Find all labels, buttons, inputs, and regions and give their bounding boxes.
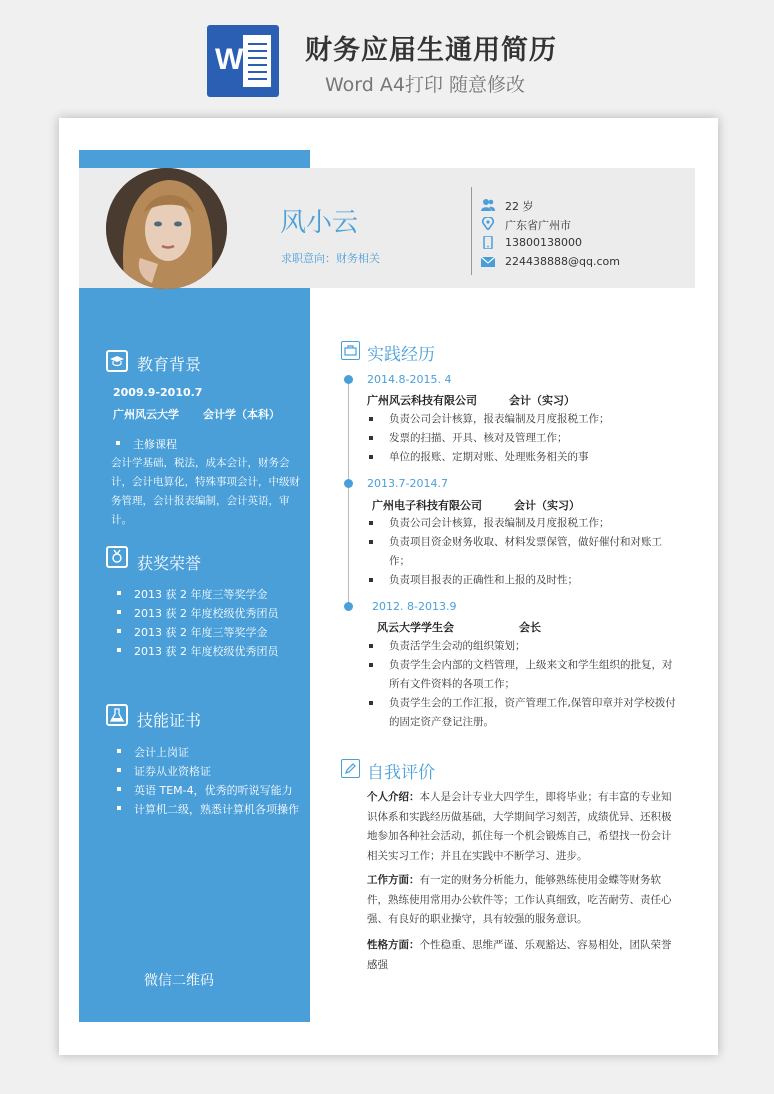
location-pin-icon [481,217,495,230]
job-intent: 求职意向：财务相关 [281,252,380,265]
skill-item: 英语 TEM-4，优秀的听说写能力 [134,784,293,797]
word-page-graphic [243,35,271,87]
phone-icon [481,236,495,249]
skill-item: 会计上岗证 [134,746,189,759]
self-eval-intro [367,788,677,866]
contact-location-text: 广东省广州市 [505,219,571,232]
contact-phone-text: 13800138000 [505,236,582,249]
experience-date: 2014.8-2015. 4 [367,373,452,386]
timeline-dot [344,602,353,611]
graduation-cap-icon [106,350,128,372]
flask-icon [106,704,128,726]
experience-role: 会计（实习） [514,499,580,512]
education-period: 2009.9-2010.7 [113,386,203,399]
skills-title: 技能证书 [137,711,202,730]
resume-page [59,118,718,1055]
experience-date: 2012. 8-2013.9 [372,600,457,613]
contact-phone [505,236,582,249]
document-subtitle: Word A4打印 随意修改 [325,74,526,96]
experience-duty: 负责项目资金财务收取、材料发票保管，做好催付和对账工作； [389,533,679,571]
timeline-dot [344,479,353,488]
experience-duty: 发票的扫描、开具、核对及管理工作； [389,429,679,448]
courses-text: 会计学基础，税法，成本会计，财务会计，会计电算化，特殊事项会计，中级财务管理，会计报表编制，会计英语，审计。 [111,457,300,526]
contact-email [505,255,620,268]
experience-org: 广州风云科技有限公司 [367,394,477,407]
wechat-qr-label: 微信二维码 [144,973,214,989]
self-eval-work [367,871,677,930]
education-title: 教育背景 [137,355,202,374]
contact-location [505,217,571,233]
edit-icon [341,759,360,778]
mail-icon [481,255,495,268]
experience-duty: 负责活学生会动的组织策划； [389,637,679,656]
self-eval-label: 性格方面： [367,939,420,951]
self-eval-title: 自我评价 [367,763,435,783]
experience-duty: 负责学生会的工作汇报，资产管理工作,保管印章并对学校拨付的固定资产登记注册。 [389,694,679,732]
experience-date: 2013.7-2014.7 [367,477,448,490]
self-eval-personality [367,936,677,975]
self-eval-label: 工作方面： [367,874,420,886]
experience-duty: 负责公司会计核算，报表编制及月度报税工作； [389,410,679,429]
education-school: 广州风云大学 [113,408,179,421]
word-logo-icon [207,25,279,97]
experience-role: 会计（实习） [509,394,575,407]
education-major: 会计学（本科） [203,408,280,421]
header-divider [471,187,472,275]
experience-duty: 单位的报账、定期对账、处理账务相关的事 [389,448,679,467]
word-logo-letter: W [215,43,244,76]
experience-org: 风云大学学生会 [377,621,454,634]
awards-title: 获奖荣誉 [137,554,202,573]
medal-icon [106,546,128,568]
award-item: 2013 获 2 年度校级优秀团员 [134,645,279,658]
award-item: 2013 获 2 年度校级优秀团员 [134,607,279,620]
experience-timeline [348,377,349,603]
self-eval-label: 个人介绍： [367,791,420,803]
contact-age-text: 22 岁 [505,200,534,213]
document-title: 财务应届生通用简历 [305,35,557,66]
candidate-name: 风小云 [280,208,359,238]
experience-duty: 负责项目报表的正确性和上报的及时性； [389,571,679,590]
self-eval-text: 个性稳重、思维严谨、乐观豁达、容易相处，团队荣誉感强 [367,939,672,971]
skill-item: 计算机二级，熟悉计算机各项操作 [134,803,299,816]
experience-role: 会长 [519,621,541,634]
contact-age [505,198,534,214]
profile-photo [106,168,227,289]
experience-org: 广州电子科技有限公司 [372,499,482,512]
experience-title: 实践经历 [367,345,435,365]
person-icon [481,198,495,211]
award-item: 2013 获 2 年度三等奖学金 [134,626,268,639]
award-item: 2013 获 2 年度三等奖学金 [134,588,268,601]
self-eval-text: 有一定的财务分析能力，能够熟练使用金蝶等财务软件，熟练使用常用办公软件等；工作认真细致，吃苦耐劳、责任心强、有良好的职业操守，具有较强的服务意识。 [367,874,672,925]
self-eval-text: 本人是会计专业大四学生，即将毕业；有丰富的专业知识体系和实践经历做基础，大学期间学习刻苦，成绩优异、还积极地参加各种社会活动，抓住每一个机会锻炼自己，希望找一份会计相关实习工作；并且在实践中不断学习、进步。 [367,791,672,862]
contact-email-text: 224438888@qq.com [505,255,620,268]
timeline-dot [344,375,353,384]
experience-duty: 负责学生会内部的文档管理，上级来文和学生组织的批复，对所有文件资料的各项工作； [389,656,679,694]
experience-duty: 负责公司会计核算，报表编制及月度报税工作； [389,514,679,533]
briefcase-icon [341,341,360,360]
skill-item: 证券从业资格证 [134,765,211,778]
courses-label: 主修课程 [133,438,177,451]
